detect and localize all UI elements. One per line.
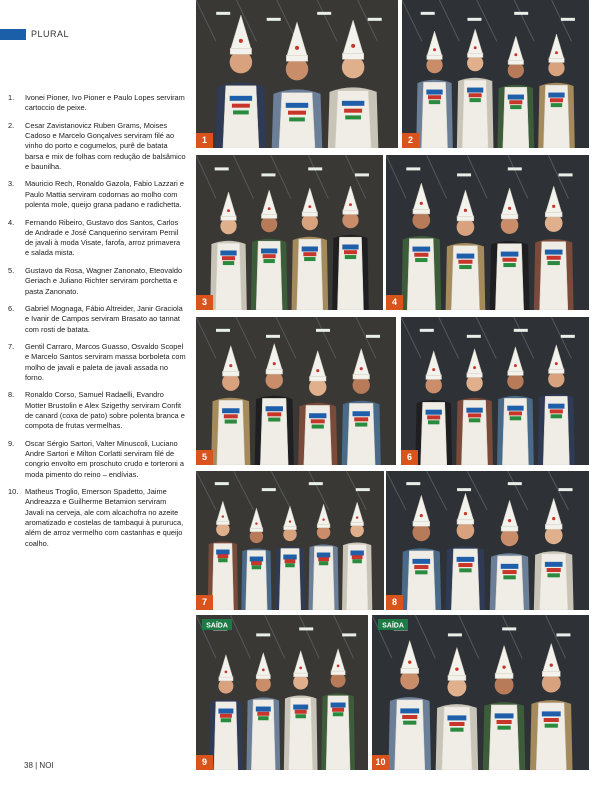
caption-item: 9. Oscar Sérgio Sartori, Valter Minuscoli, Luciano Andre Sartori e Milton Corlatti serviram filé de congrio envolto em proschuto crudo e torteroni a moda pimento do reino – endívias. xyxy=(8,438,184,479)
svg-text:SAÍDA: SAÍDA xyxy=(382,622,404,630)
page-footer: 38 | NOI xyxy=(24,761,54,770)
photo-illustration xyxy=(386,471,589,610)
photo-number-badge: 9 xyxy=(196,755,213,770)
svg-text:SAÍDA: SAÍDA xyxy=(206,622,228,630)
photo-number-badge: 3 xyxy=(196,295,213,310)
photo-8 xyxy=(386,471,589,610)
photo-illustration xyxy=(401,317,589,465)
photo-2 xyxy=(402,0,589,148)
photo-number-badge: 2 xyxy=(402,133,419,148)
section-color-bar xyxy=(0,29,26,40)
photo-illustration xyxy=(402,0,589,148)
photo-9 xyxy=(196,615,368,770)
caption-item: 4. Fernando Ribeiro, Gustavo dos Santos, Carlos de Andrade e José Canquerino serviram Pernil de javali à moda Visate, farofa, arroz primavera e salada mista. xyxy=(8,217,181,258)
photo-3 xyxy=(196,155,383,310)
photo-illustration xyxy=(196,471,384,610)
section-label: PLURAL xyxy=(31,29,70,39)
photo-10 xyxy=(372,615,589,770)
photo-number-badge: 8 xyxy=(386,595,403,610)
exit-sign xyxy=(378,619,408,630)
caption-item: 1. Ivonei Pioner, Ivo Pioner e Paulo Lopes serviram cartoccio de peixe. xyxy=(8,93,185,113)
caption-item: 5. Gustavo da Rosa, Wagner Zanonato, Eteovaldo Geriach e Juliano Richter serviram porchetta e pasta Zanonato. xyxy=(8,265,183,296)
photo-6 xyxy=(401,317,589,465)
photo-illustration xyxy=(196,317,396,465)
photo-4 xyxy=(386,155,589,310)
photo-illustration xyxy=(372,615,589,770)
photo-7 xyxy=(196,471,384,610)
photo-illustration xyxy=(196,615,368,770)
photo-number-badge: 5 xyxy=(196,450,213,465)
photo-illustration xyxy=(386,155,589,310)
caption-item: 2. Cesar Zavistanovicz Ruben Grams, Moises Cadoso e Marcelo Gonçalves serviram filé ao vinho do porto e cogumelos, purê de batata barsa e mix de folhas com redução de balsâmico e baunilha. xyxy=(8,120,186,171)
photo-number-badge: 7 xyxy=(196,595,213,610)
photo-number-badge: 4 xyxy=(386,295,403,310)
exit-sign xyxy=(202,619,232,630)
caption-item: 6. Gabriel Mognaga, Fábio Altreider, Janir Graciola e Ivanir de Campos serviram Brasato ao tannat com rosti de batata. xyxy=(8,303,183,334)
photo-number-badge: 1 xyxy=(196,133,213,148)
photo-illustration xyxy=(196,0,398,148)
photo-number-badge: 10 xyxy=(372,755,389,770)
caption-item: 8. Ronaldo Corso, Samuel Radaelli, Evandro Motter Brustolin e Alex Szigethy serviram Confit de canard (coxa de pato) sobre polenta branca e compota de frutas vermelhas. xyxy=(8,390,185,431)
photo-number-badge: 6 xyxy=(401,450,418,465)
caption-item: 7. Gentil Carraro, Marcos Guasso, Osvaldo Scopel e Marcelo Santos serviram massa borboleta com molho de javali e paleta de javali assada no forno. xyxy=(8,342,186,382)
photo-illustration xyxy=(196,155,383,310)
caption-item: 3. Mauricio Rech, Ronaldo Gazola, Fabio Lazzari e Paulo Mattia serviram codornas ao molho com polenta mole, queijo grana padano e radichetta. xyxy=(8,179,184,210)
photo-5 xyxy=(196,317,396,465)
caption-item: 10. Matheus Troglio, Emerson Spadetto, Jaime Andreazza e Guilherme Betamion serviram Javali na cerveja, ale com alcachofra no azeite aromatizado e costelas de tambaqui à pururuca, além de arroz vermelho com castanhas e queijo coalho. xyxy=(8,487,184,548)
caption-list xyxy=(8,93,186,556)
photo-1 xyxy=(196,0,398,148)
